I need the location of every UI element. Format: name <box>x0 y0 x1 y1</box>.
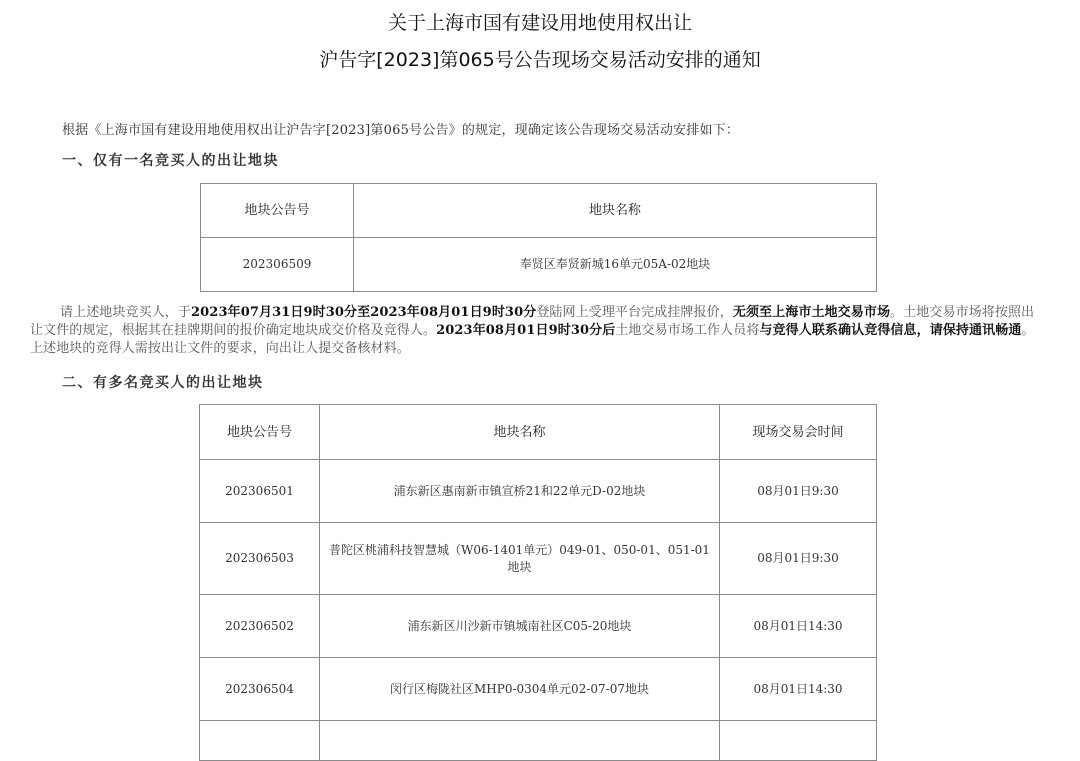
para-bold-text: 2023年07月31日9时30分至2023年08月01日9时30分 <box>191 305 537 320</box>
parcel-number: 202306504 <box>200 658 320 721</box>
para-text: 。土地交易市场将按照出让文件的规定，根据其在挂牌期间的报价确定地块成交价格及竞得人。 <box>30 305 1035 338</box>
para-bold-text: 2023年08月01日9时30分后 <box>436 323 616 338</box>
trading-time: 08月01日14:30 <box>720 595 877 658</box>
table-row <box>201 238 877 292</box>
table-row <box>200 460 877 523</box>
bidding-instructions-paragraph <box>30 304 1045 358</box>
parcel-name: 闵行区梅陇社区MHP0-0304单元02-07-07地块 <box>320 658 720 721</box>
table-row <box>200 658 877 721</box>
parcel-name: 普陀区桃浦科技智慧城（W06-1401单元）049-01、050-01、051-01地块 <box>320 523 720 595</box>
column-header: 地块名称 <box>354 184 877 238</box>
section-1-heading: 一、仅有一名竞买人的出让地块 <box>62 153 279 169</box>
column-header: 地块名称 <box>320 405 720 460</box>
para-text: 登陆网上受理平台完成挂牌报价， <box>536 305 733 320</box>
table-header-row <box>201 184 877 238</box>
intro-paragraph: 根据《上海市国有建设用地使用权出让沪告字[2023]第065号公告》的规定，现确定该公告现场交易活动安排如下： <box>62 123 740 138</box>
parcel-number: 202306501 <box>200 460 320 523</box>
notice-title-line-2: 沪告字[2023]第065号公告现场交易活动安排的通知 <box>319 49 761 71</box>
para-text: 土地交易市场工作人员将 <box>615 323 760 338</box>
trading-time: 08月01日14:30 <box>720 658 877 721</box>
single-bidder-table <box>200 183 877 292</box>
column-header: 地块公告号 <box>201 184 354 238</box>
parcel-name: 浦东新区川沙新市镇城南社区C05-20地块 <box>320 595 720 658</box>
parcel-name: 奉贤区奉贤新城16单元05A-02地块 <box>354 238 877 292</box>
para-bold-text: 与竞得人联系确认竞得信息，请保持通讯畅通 <box>759 323 1022 338</box>
parcel-number: 202306503 <box>200 523 320 595</box>
para-bold-text: 无须至上海市土地交易市场 <box>732 305 891 320</box>
trading-time: 08月01日9:30 <box>720 460 877 523</box>
column-header: 现场交易会时间 <box>720 405 877 460</box>
notice-title-line-1: 关于上海市国有建设用地使用权出让 <box>387 12 692 34</box>
trading-time: 08月01日9:30 <box>720 523 877 595</box>
column-header: 地块公告号 <box>200 405 320 460</box>
parcel-number: 202306502 <box>200 595 320 658</box>
table-header-row <box>200 405 877 460</box>
para-text: 。上述地块的竞得人需按出让文件的要求，向出让人提交备核材料。 <box>30 323 1035 356</box>
multi-bidder-table <box>199 404 877 761</box>
section-2-heading: 二、有多名竞买人的出让地块 <box>62 375 264 391</box>
parcel-name: 浦东新区惠南新市镇宣桥21和22单元D-02地块 <box>320 460 720 523</box>
table-row <box>200 523 877 595</box>
table-row <box>200 595 877 658</box>
parcel-number: 202306509 <box>201 238 354 292</box>
para-text: 请上述地块竞买人，于 <box>60 305 192 320</box>
